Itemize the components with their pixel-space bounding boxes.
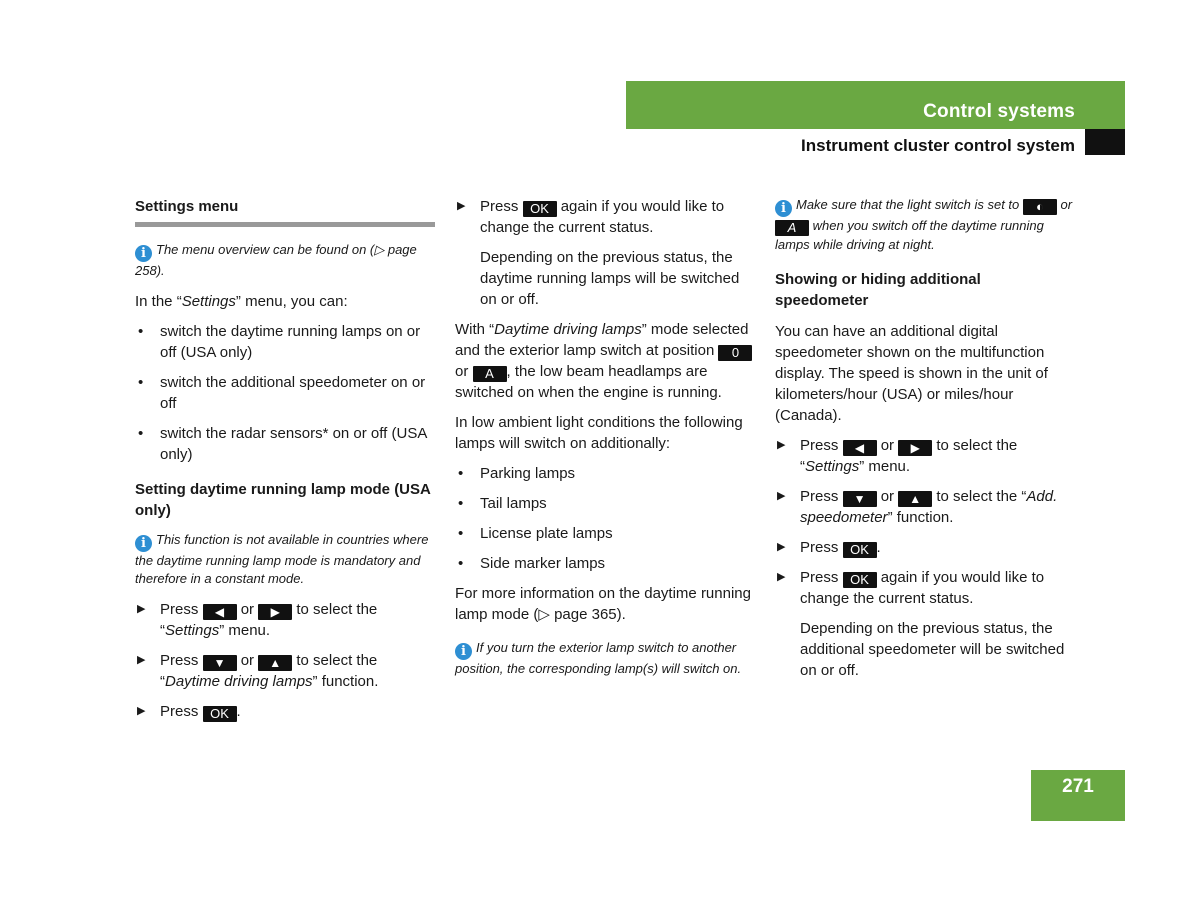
para-text: , the low beam headlamps are switched on when the engine is running. [455, 363, 722, 401]
step-text: or [880, 436, 895, 454]
step-arrow-icon: ▶ [137, 704, 146, 717]
step-italic: Settings [165, 621, 220, 639]
instruction-step [135, 701, 435, 722]
note-text: Make sure that the light switch is set to [796, 197, 1020, 212]
low-beam-icon: ◐ [1023, 199, 1057, 215]
right-arrow-key-icon: ▶ [258, 604, 292, 620]
step-text: to select the “ [800, 436, 1018, 475]
info-icon: i [135, 245, 152, 262]
step-text: . [876, 538, 881, 556]
switch-position-auto-icon: A [473, 366, 507, 382]
step-text: to select the “ [160, 651, 378, 690]
note-text: or [1060, 197, 1073, 212]
step-text: or [240, 600, 255, 618]
info-note-lamp-switch [455, 639, 755, 679]
instruction-step [775, 486, 1075, 528]
step-arrow-icon: ▶ [137, 653, 146, 666]
left-arrow-key-icon: ◀ [843, 440, 877, 456]
step-text: Press [800, 436, 839, 454]
step-text: Press [800, 487, 839, 505]
step-detail: Depending on the previous status, the additional speedometer will be switched on or off. [800, 619, 1065, 679]
left-arrow-key-icon: ◀ [203, 604, 237, 620]
instruction-step [775, 567, 1075, 609]
column-1 [135, 196, 435, 731]
step-text: again if you would like to change the current status. [480, 198, 725, 236]
list-item: • switch the daytime running lamps on or off (USA only) [135, 321, 435, 363]
instruction-step [135, 650, 435, 692]
list-item: • Tail lamps [455, 493, 755, 514]
info-icon: i [135, 535, 152, 552]
subtitle-marker-block [1085, 129, 1125, 155]
section-subtitle: Instrument cluster control system [801, 136, 1075, 155]
daytime-mode-paragraph [455, 319, 755, 403]
instruction-step [455, 196, 755, 238]
info-note-mandatory [135, 531, 435, 589]
down-arrow-key-icon: ▼ [203, 655, 237, 671]
intro-text: In the “ [135, 292, 182, 310]
note-text: If you turn the exterior lamp switch to another position, the corresponding lamp(s) will switch on. [455, 640, 742, 676]
page-number: 271 [1062, 776, 1094, 797]
info-note-light-switch [775, 196, 1075, 255]
column-2 [455, 196, 755, 689]
intro-text-end: ” menu, you can: [235, 292, 348, 310]
up-arrow-key-icon: ▲ [258, 655, 292, 671]
note-text: when you switch off the daytime running lamps while driving at night. [775, 218, 1044, 252]
step-text: Press [160, 651, 199, 669]
instruction-step [775, 537, 1075, 558]
more-info-paragraph: For more information on the daytime running lamp mode (▷ page 365). [455, 585, 751, 623]
list-item: • Side marker lamps [455, 553, 755, 574]
switch-position-auto-icon: A [775, 220, 809, 236]
step-arrow-icon: ▶ [457, 200, 466, 212]
note-text: The menu overview can be found on (▷ page 258). [135, 242, 417, 278]
ok-key-icon: OK [843, 542, 877, 558]
speedometer-heading: Showing or hiding additional speedometer [775, 270, 981, 309]
step-text: ” menu. [859, 457, 911, 475]
step-italic: Daytime driving lamps [165, 672, 313, 690]
step-text: Press [480, 198, 519, 215]
step-arrow-icon: ▶ [777, 438, 786, 451]
list-item: • License plate lamps [455, 523, 755, 544]
instruction-step [775, 435, 1075, 477]
step-text: Press [160, 702, 199, 720]
list-item: • switch the radar sensors* on or off (USA only) [135, 423, 435, 465]
step-text: Press [160, 600, 199, 618]
para-italic: Daytime driving lamps [494, 321, 642, 338]
step-text: or [880, 487, 895, 505]
step-text: Press [800, 538, 839, 556]
page-number-box [1031, 770, 1125, 821]
intro-italic: Settings [181, 292, 236, 310]
settings-menu-heading: Settings menu [135, 196, 435, 227]
settings-intro [135, 291, 435, 312]
step-detail: Depending on the previous status, the daytime running lamps will be switched on or off. [480, 249, 740, 308]
para-text: ” mode selected and the exterior lamp switch at position [455, 321, 749, 359]
step-italic: Settings [805, 457, 860, 475]
step-text: ” function. [887, 508, 954, 526]
note-text: This function is not available in countries where the daytime running lamp mode is mandatory and therefore in a constant mode. [135, 531, 429, 586]
step-arrow-icon: ▶ [777, 540, 786, 553]
list-item: • Parking lamps [455, 463, 755, 484]
section-title: Control systems [923, 101, 1075, 122]
step-text: to select the “ [160, 600, 378, 639]
speedometer-paragraph: You can have an additional digital speedometer shown on the multifunction display. The speed is shown in the unit of kilometers/hour (USA) or miles/hour (Canada). [775, 322, 1048, 424]
ok-key-icon: OK [203, 706, 237, 722]
info-icon: i [455, 643, 472, 660]
step-text: . [236, 702, 241, 720]
step-text: again if you would like to change the current status. [800, 568, 1045, 607]
up-arrow-key-icon: ▲ [898, 491, 932, 507]
step-text: ” function. [312, 672, 379, 690]
step-italic: Add. speedometer [800, 487, 1058, 526]
step-text: to select the “ [936, 487, 1027, 505]
switch-position-0-icon: 0 [718, 345, 752, 361]
step-text: Press [800, 568, 839, 586]
info-note-menu-overview [135, 241, 435, 281]
ok-key-icon: OK [843, 572, 877, 588]
right-arrow-key-icon: ▶ [898, 440, 932, 456]
ok-key-icon: OK [523, 201, 557, 217]
list-item: • switch the additional speedometer on or off [135, 372, 435, 414]
step-text: or [240, 651, 255, 669]
section-header-bar [626, 81, 1125, 129]
down-arrow-key-icon: ▼ [843, 491, 877, 507]
instruction-step [135, 599, 435, 641]
daytime-lamp-heading: Setting daytime running lamp mode (USA only) [135, 480, 431, 519]
step-arrow-icon: ▶ [777, 570, 786, 583]
ambient-light-paragraph: In low ambient light conditions the following lamps will switch on additionally: [455, 414, 743, 452]
step-text: ” menu. [219, 621, 271, 639]
step-arrow-icon: ▶ [777, 489, 786, 502]
para-text: or [455, 363, 469, 380]
column-3 [775, 196, 1075, 690]
step-arrow-icon: ▶ [137, 602, 146, 615]
para-text: With “ [455, 321, 495, 338]
info-icon: i [775, 200, 792, 217]
